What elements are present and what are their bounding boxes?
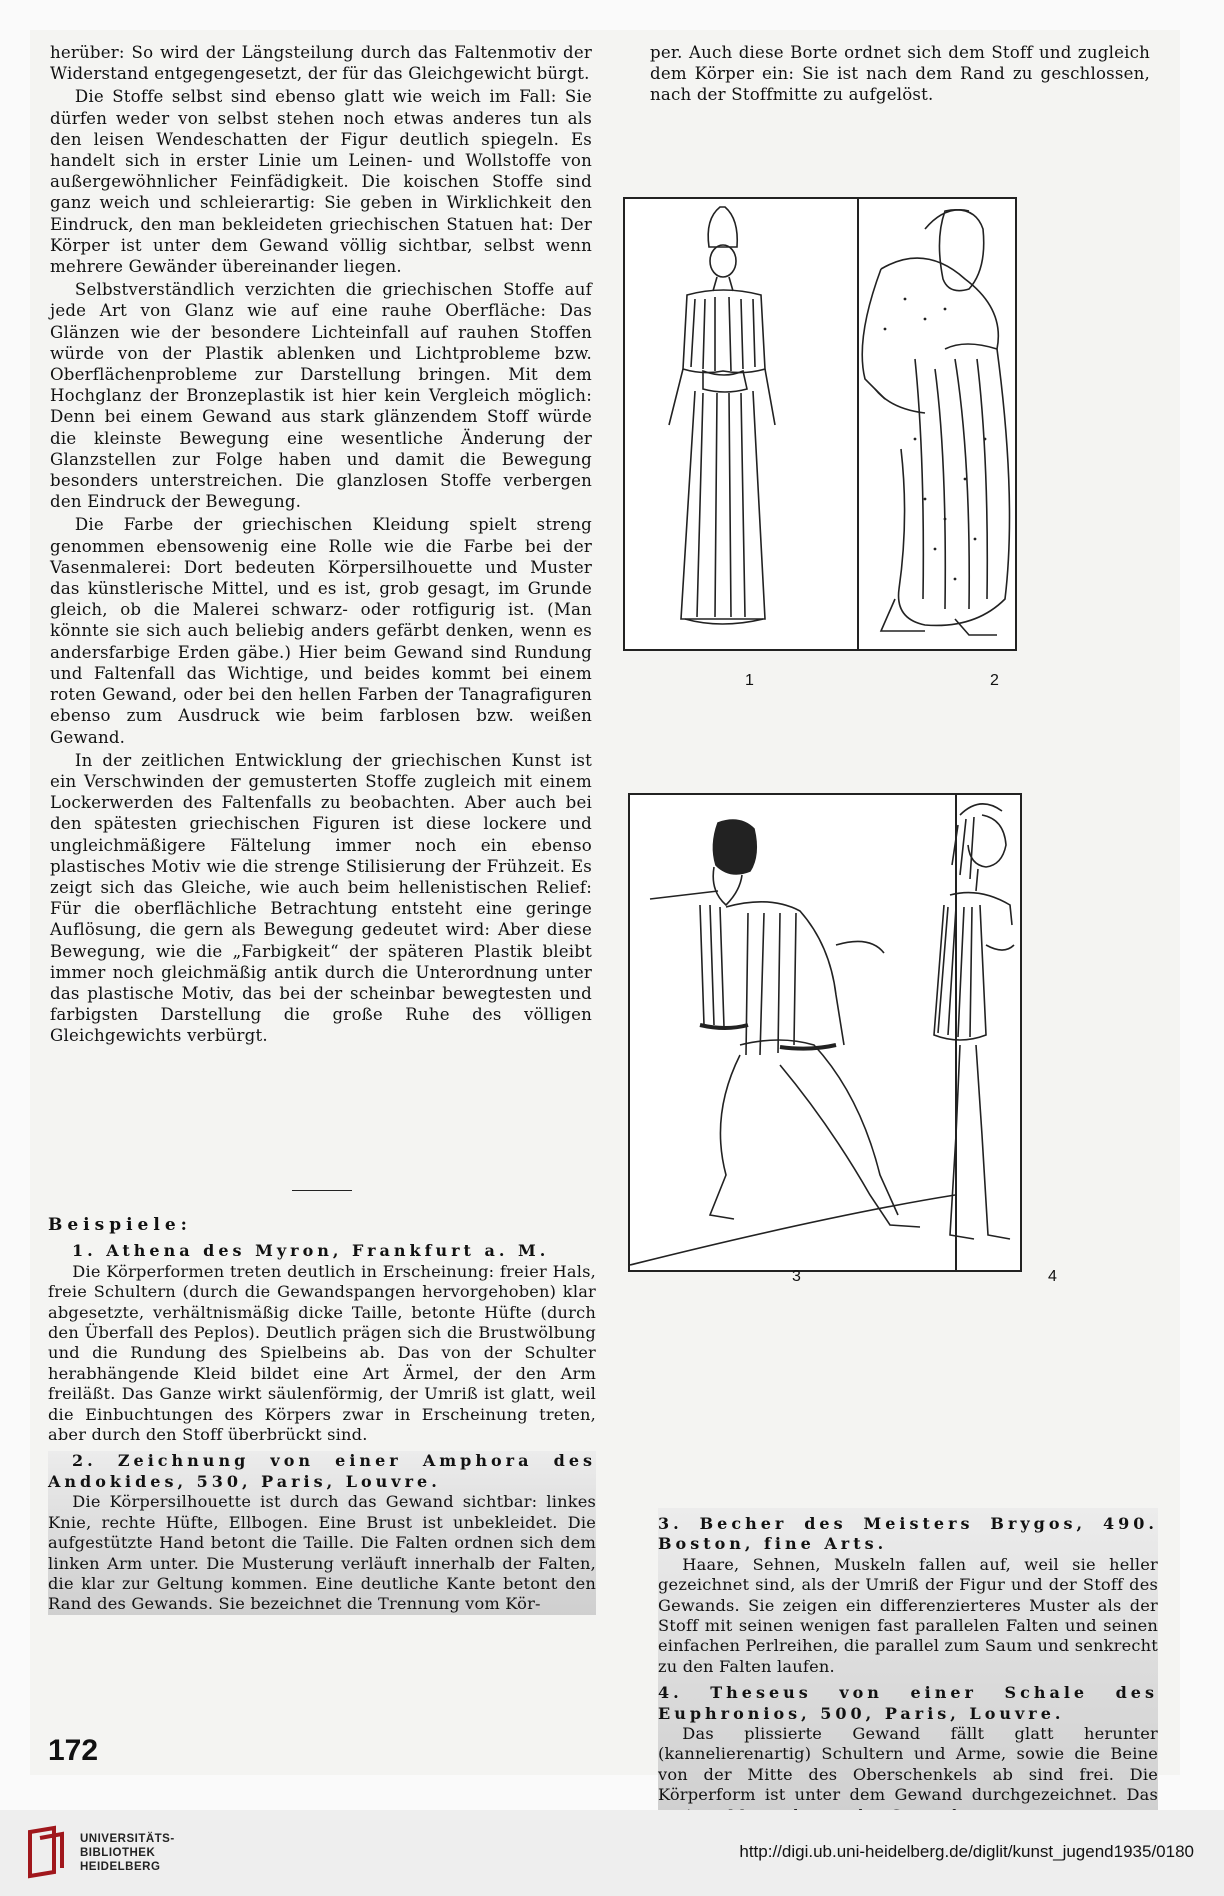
library-name[interactable] (80, 1832, 175, 1874)
example-entry-2 (48, 1451, 596, 1614)
figure-number-2: 2 (990, 672, 999, 689)
figure-drawings-1-2 (625, 199, 1015, 649)
panel-divider (955, 795, 957, 1270)
paragraph: Die Stoffe selbst sind ebenso glatt wie weich im Fall: Sie dürfen weder von selbst stehen noch etwas anderes tun als den leisen Wendeschatten der Figur deutlich spiegeln. Es handelt sich in erster Linie um Leinen- und Wollstoffe von außergewöhnlicher Feinfädigkeit. Die koischen Stoffe sind ganz weich und schleierartig: Sie geben in Wirklichkeit den Eindruck, den man bekleideten griechischen Statuen hat: Der Körper ist unter dem Gewand völlig sichtbar, selbst wenn mehrere Gewänder übereinander liegen. (50, 87, 592, 277)
theseus-figure-drawing (934, 804, 1014, 1239)
university-library-logo[interactable] (24, 1824, 68, 1880)
library-name-line: UNIVERSITÄTS- (80, 1833, 175, 1845)
figure-drawings-3-4 (630, 795, 1020, 1270)
library-name-line: HEIDELBERG (80, 1861, 161, 1873)
example-body: Haare, Sehnen, Muskeln fallen auf, weil sie heller gezeichnet sind, als der Umriß der Figur und der Stoff des Gewands. Sie zeigen ein differenzierteres Muster als der Stoff mit seinen wenigen fast parallelen Falten und seinen einfachen Perlreihen, die parallel zum Saum und senkrecht zu den Falten laufen. (658, 1554, 1158, 1676)
panel-divider (857, 199, 859, 649)
example-heading: 2. Zeichnung von einer Amphora des Andokides, 530, Paris, Louvre. (48, 1451, 596, 1491)
figure-number-4: 4 (1048, 1268, 1057, 1285)
athena-figure-drawing (669, 207, 775, 624)
figure-number-1: 1 (745, 672, 754, 689)
examples-heading: Beispiele: (48, 1215, 192, 1235)
section-divider-rule (292, 1190, 352, 1191)
page-url-link[interactable]: http://digi.ub.uni-heidelberg.de/diglit/kunst_jugend1935/0180 (739, 1842, 1194, 1861)
paragraph: Selbstverständlich verzichten die griechischen Stoffe auf jede Art von Glanz wie auf eine rauhe Oberfläche: Das Glänzen wie der besondere Lichteinfall auf rauhen Stoffen würde von der Plastik ablenken und Lichtprobleme bzw. Oberflächenprobleme zur Darstellung bringen. Mit dem Hochglanz der Bronzeplastik ist hier kein Vergleich möglich: Denn bei einem Gewand aus stark glänzendem Stoff würde die kleinste Bewegung eine wesentliche Änderung der Glanzstellen zur Folge haben und damit die Bewegung besonders unterstreichen. Die glanzlosen Stoffe verbergen den Eindruck der Bewegung. (50, 280, 592, 512)
examples-section-right (658, 1508, 1158, 1826)
library-name-line: BIBLIOTHEK (80, 1847, 156, 1859)
figure-panel-3-4 (628, 793, 1022, 1272)
draped-woman-figure-drawing (862, 210, 1009, 635)
left-text-column (50, 42, 592, 1049)
example-body: Das plissierte Gewand fällt glatt herunter (kannelierenartig) Schultern und Arme, sowie die Beine von der Mitte des Oberschenkels ab sind frei. Die Körperform ist unter dem Gewand durchgezeichnet. Das (658, 1724, 1158, 1805)
figure-panel-1-2 (623, 197, 1017, 651)
example-body: Die Körpersilhouette ist durch das Gewand sichtbar: linkes Knie, rechte Hüfte, Ellbogen. Eine Brust ist unbekleidet. Die aufgestützte Hand betont die Taille. Die Falten ordnen sich dem linken Arm unter. Die Musterung verläuft innerhalb der Falten, die klar zur Geltung kommen. Eine deutliche Kante betont den Rand des Gewands. Sie bezeichnet die Trennung vom Kör- (48, 1492, 596, 1614)
example-heading: 3. Becher des Meisters Brygos, 490. Boston, fine Arts. (658, 1514, 1158, 1554)
library-logo-icon (24, 1824, 68, 1880)
right-top-text (650, 42, 1150, 108)
example-body: Die Körperformen treten deutlich in Erscheinung: freier Hals, freie Schultern (durch die Gewandspangen hervorgehoben) klar abgesetzte, verhältnismäßig dicke Taille, betonte Hüfte (durch den Überfall des Peplos). Deutlich prägen sich die Brustwölbung und die Rundung des Spielbeins ab. Das von der Schulter herabhängende Kleid bildet eine Art Ärmel, der den Arm freiläßt. Das Ganze wirkt säulenförmig, der Umriß ist glatt, weil die Einbuchtungen des Körpers zwar in Erscheinung treten, aber durch den Stoff überbrückt sind. (48, 1261, 596, 1445)
figure-number-3: 3 (792, 1268, 801, 1285)
paragraph: herüber: So wird der Längsteilung durch das Faltenmotiv der Widerstand entgegengesetzt, der für das Gleichgewicht bürgt. (50, 43, 592, 84)
viewer-footer (0, 1810, 1224, 1896)
paragraph: In der zeitlichen Entwicklung der griechischen Kunst ist ein Verschwinden der gemusterten Stoffe zugleich mit einem Lockerwerden des Faltenfalls zu beobachten. Aber auch bei den spätesten griechischen Figuren ist diese lockere und ungleichmäßigere Fältelung immer noch ein ebenso plastisches Motiv wie die strenge Stilisierung der Frühzeit. Es zeigt sich das Gleiche, wie auch beim hellenistischen Relief: Für die oberflächliche Betrachtung entsteht eine geringe Auflösung, die gern als Bewegung gedeutet wird: Aber diese Bewegung, wie die „Farbigkeit“ der späteren Plastik bleibt immer noch gleichmäßig antik durch die Unterordnung unter das plastische Motiv, das bei der scheinbar bewegtesten und farbigsten Darstellung die große Ruhe des völligen Gleichgewichts verbürgt. (50, 750, 592, 1046)
example-entry-4 (658, 1683, 1158, 1826)
example-entry-1 (48, 1241, 596, 1445)
examples-section (48, 1215, 596, 1615)
example-entry-3 (658, 1514, 1158, 1677)
paragraph: Die Farbe der griechischen Kleidung spielt streng genommen ebensowenig eine Rolle wie die Farbe bei der Vasenmalerei: Dort bedeuten Körpersilhouette und Muster das künstlerische Mittel, und es ist, grob gesagt, im Grunde gleich, ob die Malerei schwarz- oder rotfigurig ist. (Man könnte sie sich auch beliebig anders gefärbt denken, wenn es andersfarbige Erden gäbe.) Hier beim Gewand sind Rundung und Faltenfall das Wichtige, und beides kommt bei einem roten Gewand, oder bei den hellen Farben der Tanagrafiguren ebenso zum Ausdruck wie beim farblosen bzw. weißen Gewand. (50, 515, 592, 747)
example-heading: 4. Theseus von einer Schale des Euphronios, 500, Paris, Louvre. (658, 1683, 1158, 1723)
running-man-figure-drawing (630, 820, 955, 1265)
example-heading: 1. Athena des Myron, Frankfurt a. M. (72, 1241, 550, 1261)
page-number: 172 (48, 1734, 99, 1767)
paragraph: per. Auch diese Borte ordnet sich dem Stoff und zugleich dem Körper ein: Sie ist nach dem Rand zu geschlossen, nach der Stoffmitte zu aufgelöst. (650, 43, 1150, 105)
